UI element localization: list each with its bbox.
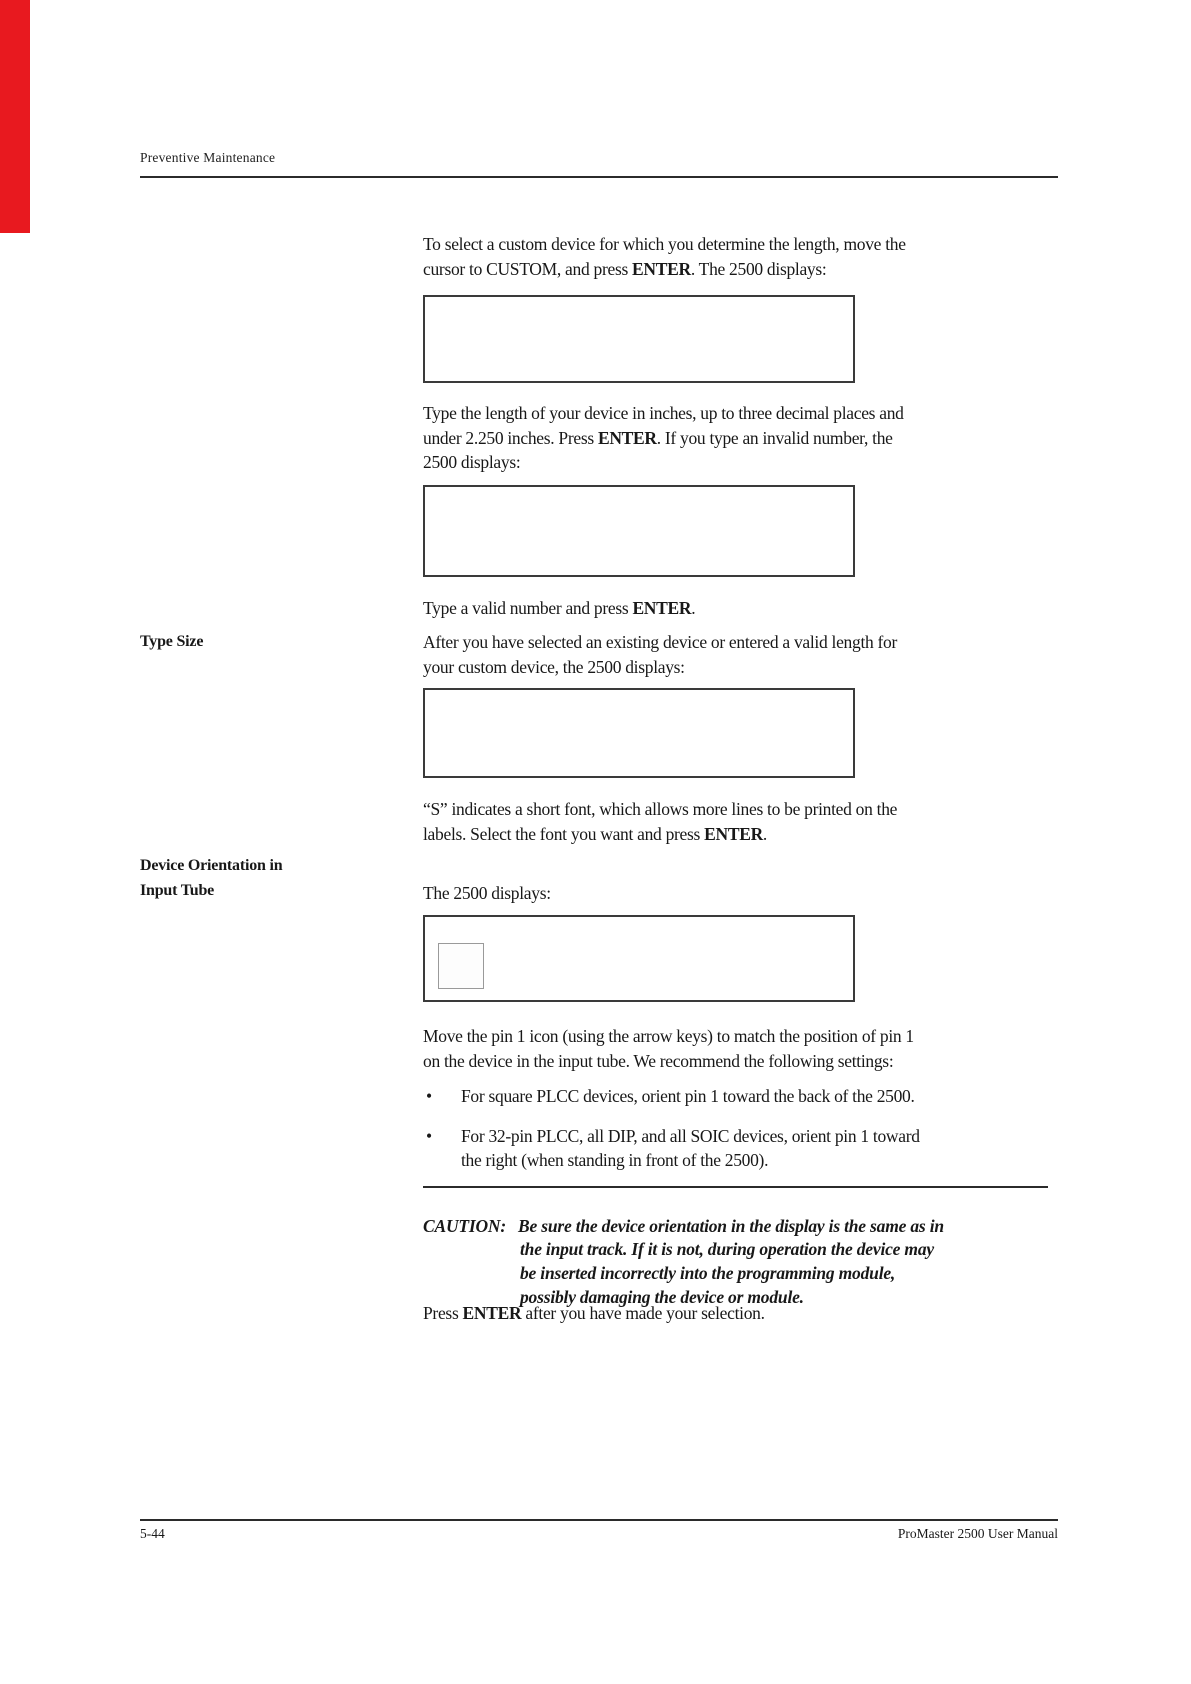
bullet-icon: •: [426, 1125, 432, 1146]
pin-1-position-square: [438, 943, 484, 989]
footer-page-number: 5-44: [140, 1526, 165, 1541]
lcd-display-box-2: [423, 485, 855, 577]
paragraph-short-font: “S” indicates a short font, which allows more lines to be printed on the labels. Select the font you want and press ENTER.: [423, 799, 898, 844]
paragraph-move-pin-icon: Move the pin 1 icon (using the arrow keys) to match the position of pin 1 on the device in the input tube. We recommend the following settings:: [423, 1026, 914, 1071]
lcd-display-box-4: [423, 915, 855, 1002]
paragraph-press-enter: Press ENTER after you have made your selection.: [423, 1303, 765, 1323]
caution-rule: [423, 1186, 1048, 1188]
list-item-text: For square PLCC devices, orient pin 1 toward the back of the 2500.: [461, 1086, 915, 1106]
header-rule: [140, 176, 1058, 178]
footer-manual-title: ProMaster 2500 User Manual: [897, 1526, 1058, 1541]
list-item: [423, 1124, 1023, 1173]
margin-heading-device-orientation: Device Orientation in Input Tube: [140, 857, 283, 899]
caution-body: Be sure the device orientation in the display is the same as in the input track. If it is not, during operation the device may be inserted incorrectly into the programming module, possibly damaging the device or module.: [518, 1215, 944, 1307]
lcd-display-box-3: [423, 688, 855, 778]
recommended-settings-list: [423, 1084, 1023, 1188]
running-header-section-title: Preventive Maintenance: [140, 150, 276, 165]
footer-rule: [140, 1519, 1058, 1521]
caution-note: [423, 1215, 1160, 1310]
list-item-text: For 32-pin PLCC, all DIP, and all SOIC devices, orient pin 1 toward the right (when standing in front of the 2500).: [461, 1125, 920, 1170]
margin-heading-type-size: Type Size: [140, 633, 204, 650]
paragraph-type-length: Type the length of your device in inches, up to three decimal places and under 2.250 inches. Press ENTER. If you type an invalid number, the 2500 displays:: [423, 403, 904, 472]
paragraph-type-size-body: After you have selected an existing device or entered a valid length for your custom device, the 2500 displays:: [423, 632, 898, 677]
red-ribbon-mark: [0, 0, 30, 233]
lcd-display-box-1: [423, 295, 855, 383]
paragraph-the-2500-displays: The 2500 displays:: [423, 883, 551, 903]
caution-label: CAUTION:: [423, 1215, 506, 1236]
paragraph-valid-number: Type a valid number and press ENTER.: [423, 598, 696, 618]
paragraph-select-custom-device: To select a custom device for which you determine the length, move the cursor to CUSTOM, and press ENTER. The 2500 displays:: [423, 234, 906, 279]
list-item: [423, 1084, 1023, 1109]
bullet-icon: •: [426, 1086, 432, 1106]
